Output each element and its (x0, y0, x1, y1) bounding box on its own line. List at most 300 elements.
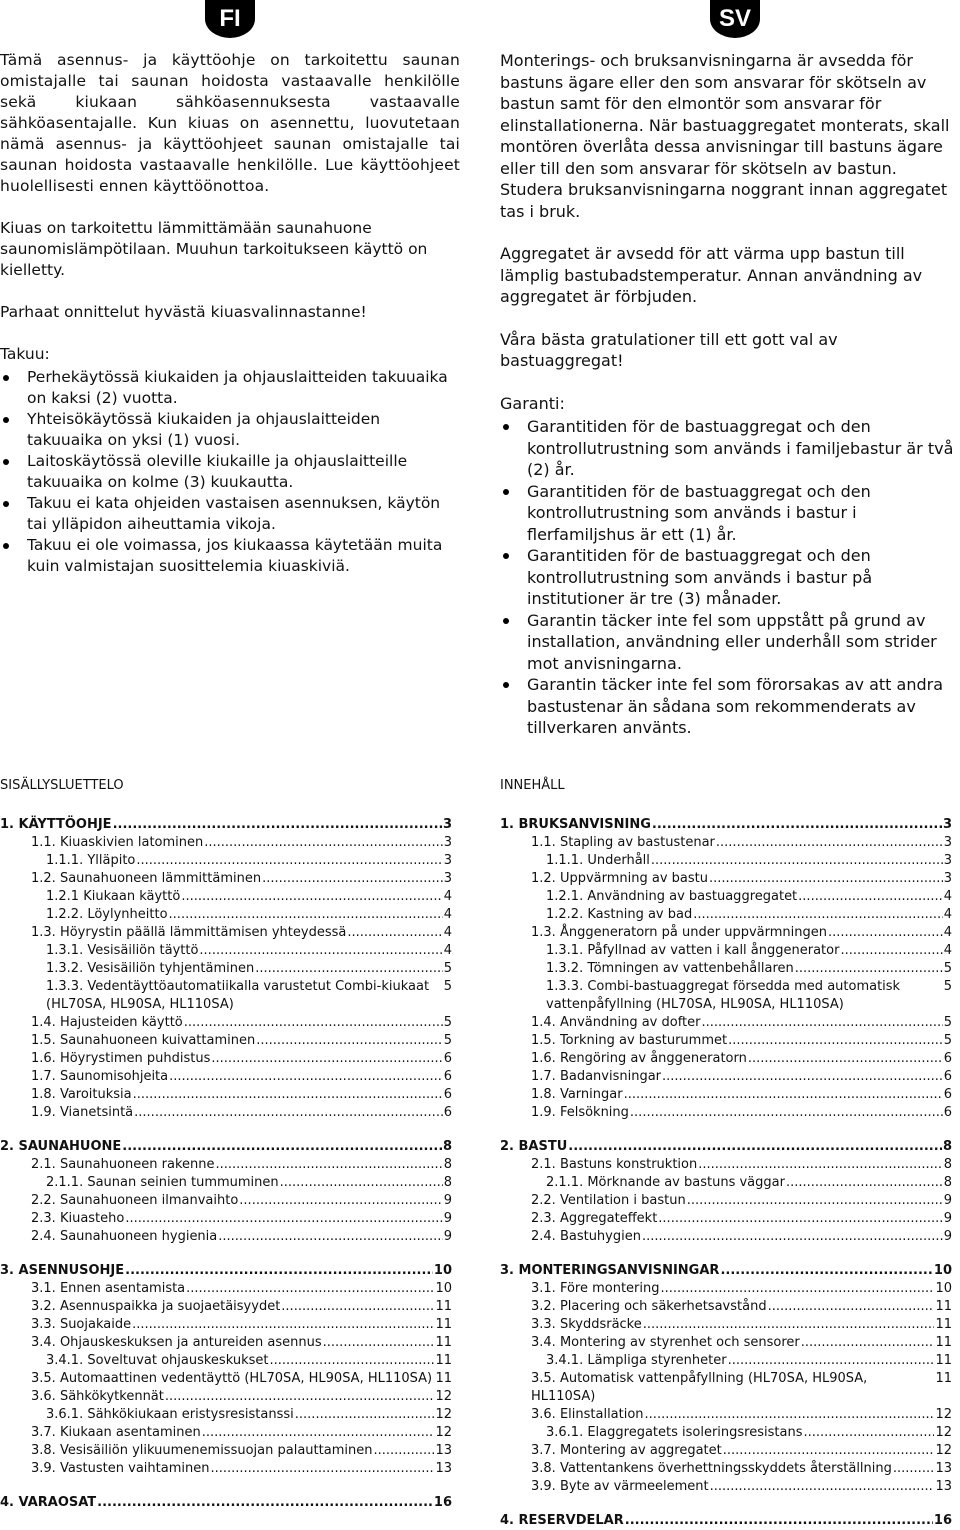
toc-page-number: 10 (935, 1281, 952, 1296)
toc-entry-title: 3.4.1. Soveltuvat ohjauskeskukset (46, 1353, 269, 1368)
toc-entry[interactable] (500, 924, 952, 942)
toc-entry[interactable] (0, 1280, 452, 1298)
toc-page-number: 6 (943, 1069, 952, 1084)
toc-page-number: 9 (443, 1211, 452, 1226)
toc-leader-dots (795, 960, 943, 978)
toc-leader-dots (255, 960, 443, 978)
toc-entry[interactable] (500, 978, 952, 1014)
toc-entry[interactable] (500, 1032, 952, 1050)
toc-entry-title: 1.3.3. Combi-bastuaggregat försedda med automatisk vattenpåfyllning (HL70SA, HL90SA, HL110SA) (546, 979, 901, 1012)
toc-leader-dots (133, 1086, 443, 1104)
toc-entry-title: 3.1. Före montering (531, 1281, 660, 1296)
toc-leader-dots (169, 906, 443, 924)
toc-leader-dots (211, 1050, 442, 1068)
language-badge-fi: FI (205, 0, 255, 38)
toc-entry-title: 3.8. Vattentankens överhettningsskyddets återställning (531, 1461, 892, 1476)
toc-entry-title: 2.2. Saunahuoneen ilmanvaihto (31, 1193, 239, 1208)
toc-entry[interactable] (0, 942, 452, 960)
guarantee-item: Garantin täcker inte fel som uppstått på grund av installation, användning eller underhåll som strider mot anvisningarna. (500, 610, 960, 675)
intro-paragraph-audience: Monterings- och bruksanvisningarna är avsedda för bastuns ägare eller den som ansvarar för skötseln av bastun samt för den elmontör som ansvarar för elinstallationerna. När bastuaggregatet monterats, skall montören överlåta dessa anvisningar till bastuns ägare eller till den som ansvarar för skötseln av bastun. Studera bruksanvisningarna noggrant innan aggregatet tas i bruk. (500, 51, 950, 221)
toc-entry[interactable] (500, 1050, 952, 1068)
toc-entry-title: 1.1.1. Underhåll (546, 853, 650, 868)
toc-leader-dots (169, 1068, 443, 1086)
toc-entry-title: 1.2.2. Kastning av bad (546, 907, 693, 922)
toc-entry[interactable] (500, 1442, 952, 1460)
toc-entry[interactable] (0, 870, 452, 888)
toc-entry[interactable] (0, 1156, 452, 1174)
toc-page-number: 10 (435, 1281, 452, 1296)
toc-entry-title: 1.6. Höyrystimen puhdistus (31, 1051, 211, 1066)
toc-entry-title: 1.2.2. Löylynheitto (46, 907, 168, 922)
toc-chapter[interactable] (0, 816, 452, 834)
toc-entry[interactable] (0, 1298, 452, 1316)
toc-entry[interactable] (500, 1174, 952, 1192)
toc-leader-dots (720, 1262, 932, 1280)
toc-page-wrapper (435, 1370, 452, 1388)
toc-leader-dots (798, 888, 943, 906)
toc-entry[interactable] (500, 1104, 952, 1122)
intro-paragraph-purpose: Kiuas on tarkoitettu lämmittämään saunahuone saunomislämpötilaan. Muuhun tarkoitukseen käyttö on kielletty. (0, 219, 428, 279)
toc-leader-dots (184, 1014, 443, 1032)
toc-entry-title: 1.6. Rengöring av ånggeneratorn (531, 1051, 747, 1066)
toc-entry-title: 3.4. Ohjauskeskuksen ja antureiden asennus (31, 1335, 322, 1350)
toc-leader-dots (210, 1460, 434, 1478)
toc-entry-title: 2. SAUNAHUONE (0, 1139, 122, 1154)
toc-entry-title: 4. VARAOSAT (0, 1495, 97, 1510)
toc-entry-title: 3.7. Kiukaan asentaminen (31, 1425, 201, 1440)
toc-entry[interactable] (0, 1334, 452, 1352)
toc-page-number: 5 (943, 961, 952, 976)
toc-leader-dots (136, 852, 442, 870)
toc-leader-dots (323, 1334, 435, 1352)
guarantee-item: Garantitiden för de bastuaggregat och den kontrollutrustning som används i bastur på institutioner är tre (3) månader. (500, 545, 960, 610)
toc-entry[interactable] (0, 1210, 452, 1228)
toc-entry-title: 1.1.1. Ylläpito (46, 853, 136, 868)
toc-leader-dots (624, 1086, 943, 1104)
toc-leader-dots (295, 1406, 435, 1424)
toc-page-number: 9 (443, 1193, 452, 1208)
toc-page-number: 6 (443, 1105, 452, 1120)
toc-leader-dots (216, 1156, 443, 1174)
toc-page-wrapper (944, 978, 952, 996)
toc-page-number: 5 (943, 979, 952, 994)
guarantee-item: Garantitiden för de bastuaggregat och den kontrollutrustning som används i familjebastur är två (2) år. (500, 416, 960, 481)
toc-entry[interactable] (0, 1424, 452, 1442)
intro-paragraph-congrats: Våra bästa gratulationer till ett gott val av bastuaggregat! (500, 329, 838, 370)
guarantee-item: Laitoskäytössä oleville kiukaille ja ohjauslaitteille takuuaika on kolme (3) kuukautta. (0, 451, 460, 493)
toc-page-number: 5 (943, 1015, 952, 1030)
toc-entry-title: 3.5. Automaattinen vedentäyttö (HL70SA, HL90SA, HL110SA) (31, 1371, 433, 1386)
guarantee-item: Garantitiden för de bastuaggregat och den kontrollutrustning som används i bastur i flerfamiljshus är ett (1) år. (500, 481, 960, 546)
toc-entry[interactable] (500, 1478, 952, 1496)
toc-entry[interactable] (0, 1104, 452, 1122)
toc-entry[interactable] (500, 1210, 952, 1228)
intro-section-sv (500, 50, 960, 739)
toc-leader-dots (645, 1406, 935, 1424)
toc-entry[interactable] (0, 1032, 452, 1050)
toc-entry-title: 2.4. Saunahuoneen hygienia (31, 1229, 218, 1244)
toc-entry-title: 4. RESERVDELAR (500, 1513, 624, 1528)
toc-entry[interactable] (500, 960, 952, 978)
toc-leader-dots (642, 1228, 943, 1246)
toc-entry-title: 1.5. Saunahuoneen kuivattaminen (31, 1033, 256, 1048)
toc-title: SISÄLLYSLUETTELO (0, 778, 124, 793)
toc-leader-dots (687, 1192, 943, 1210)
toc-entry[interactable] (500, 1068, 952, 1086)
toc-entry[interactable] (0, 1388, 452, 1406)
toc-leader-dots (693, 906, 943, 924)
toc-entry-title: 1.8. Varoituksia (31, 1087, 132, 1102)
toc-leader-dots (709, 870, 943, 888)
guarantee-item: Takuu ei kata ohjeiden vastaisen asennuksen, käytön tai ylläpidon aiheuttamia vikoja. (0, 493, 460, 535)
toc-entry[interactable] (500, 870, 952, 888)
toc-leader-dots (728, 1032, 943, 1050)
toc-entry[interactable] (500, 1014, 952, 1032)
guarantee-list (0, 367, 460, 577)
toc-page-number: 9 (943, 1193, 952, 1208)
toc-leader-dots (125, 1210, 442, 1228)
toc-page-number: 4 (943, 925, 952, 940)
toc-entry-title: 3.9. Vastusten vaihtaminen (31, 1461, 210, 1476)
toc-entry-title: 3.5. Automatisk vattenpåfyllning (HL70SA, HL90SA, HL110SA) (531, 1371, 868, 1404)
toc-page-number: 11 (435, 1299, 452, 1314)
toc-list (500, 816, 952, 1530)
intro-paragraph-purpose: Aggregatet är avsedd för att värma upp bastun till lämplig bastubadstemperatur. Annan användning av aggregatet är förbjuden. (500, 244, 923, 306)
toc-leader-dots (625, 1512, 933, 1530)
toc-leader-dots (716, 834, 943, 852)
toc-leader-dots (701, 1014, 942, 1032)
toc-page-number: 13 (435, 1443, 452, 1458)
toc-leader-dots (269, 1352, 434, 1370)
guarantee-item: Garantin täcker inte fel som förorsakas av att andra bastustenar än sådana som rekommenderats av tillverkaren använts. (500, 674, 960, 739)
toc-page-number: 11 (435, 1371, 452, 1386)
toc-entry[interactable] (500, 1280, 952, 1298)
toc-leader-dots (113, 816, 442, 834)
toc-chapter[interactable] (0, 1494, 452, 1512)
toc-entry[interactable] (0, 1442, 452, 1460)
toc-spacer (500, 1246, 952, 1262)
toc-leader-dots (281, 1298, 434, 1316)
toc-entry[interactable] (500, 1334, 952, 1352)
toc-entry[interactable] (500, 834, 952, 852)
toc-entry-title: 1.2. Uppvärmning av bastu (531, 871, 708, 886)
toc-page-number: 11 (435, 1317, 452, 1332)
toc-entry-title: 3. MONTERINGSANVISNINGAR (500, 1263, 720, 1278)
toc-leader-dots (662, 1068, 943, 1086)
toc-leader-dots (199, 942, 442, 960)
toc-entry[interactable] (500, 906, 952, 924)
toc-entry[interactable] (500, 1316, 952, 1334)
toc-entry-title: 1.7. Saunomisohjeita (31, 1069, 169, 1084)
toc-entry-title: 3.3. Suojakaide (31, 1317, 132, 1332)
toc-page-number: 10 (933, 1263, 952, 1278)
toc-entry[interactable] (0, 1406, 452, 1424)
toc-spacer (0, 1246, 452, 1262)
toc-page-number: 3 (443, 871, 452, 886)
toc-page-number: 5 (943, 1033, 952, 1048)
toc-page-number: 11 (435, 1353, 452, 1368)
toc-leader-dots (803, 1424, 934, 1442)
toc-page-number: 9 (443, 1229, 452, 1244)
toc-leader-dots (97, 1494, 433, 1512)
toc-entry[interactable] (0, 1460, 452, 1478)
toc-leader-dots (630, 1104, 943, 1122)
toc-entry[interactable] (500, 1156, 952, 1174)
toc-page-number: 5 (443, 1033, 452, 1048)
toc-entry-title: 1.9. Felsökning (531, 1105, 629, 1120)
toc-entry[interactable] (500, 1460, 952, 1478)
toc-leader-dots (122, 1138, 442, 1156)
intro-paragraph-audience: Tämä asennus- ja käyttöohje on tarkoitettu saunan omistajalle tai saunan hoidosta vastaavalle henkilölle sekä kiukaan sähköasennuksesta vastaavalle sähköasentajalle. Kun kiuas on asennettu, luovutetaan nämä asennus- ja käyttöohjeet saunan omistajalle tai saunan hoidosta vastaavalle henkilölle. Lue käyttöohjeet huolellisesti ennen käyttöönottoa. (0, 51, 460, 195)
toc-leader-dots (204, 834, 442, 852)
toc-entry-title: 3.6. Sähkökytkennät (31, 1389, 164, 1404)
toc-entry[interactable] (0, 1370, 452, 1388)
guarantee-title: Garanti: (500, 393, 565, 413)
toc-leader-dots (132, 1316, 434, 1334)
toc-page-number: 12 (935, 1425, 952, 1440)
guarantee-list (500, 416, 960, 739)
toc-leader-dots (723, 1442, 935, 1460)
toc-leader-dots (651, 852, 943, 870)
toc-entry-title: 3.4.1. Lämpliga styrenheter (546, 1353, 727, 1368)
toc-page-number: 12 (435, 1407, 452, 1422)
toc-entry-title: 1.3.3. Vedentäyttöautomatiikalla varustetut Combi-kiukaat (HL70SA, HL90SA, HL110SA) (46, 979, 430, 1012)
guarantee-title: Takuu: (0, 345, 50, 363)
toc-entry-title: 2.3. Kiuasteho (31, 1211, 125, 1226)
toc-leader-dots (893, 1460, 935, 1478)
toc-entry-title: 2.2. Ventilation i bastun (531, 1193, 686, 1208)
toc-chapter[interactable] (500, 1512, 952, 1530)
toc-page-number: 4 (443, 889, 452, 904)
toc-page-number: 12 (435, 1389, 452, 1404)
toc-entry[interactable] (500, 1298, 952, 1316)
toc-leader-dots (568, 1138, 942, 1156)
toc-leader-dots (801, 1334, 935, 1352)
toc-page-number: 16 (933, 1513, 952, 1528)
toc-entry-title: 3.3. Skyddsräcke (531, 1317, 642, 1332)
toc-spacer (500, 1496, 952, 1512)
toc-entry-title: 2.1. Bastuns konstruktion (531, 1157, 698, 1172)
toc-entry-title: 1. KÄYTTÖOHJE (0, 817, 112, 832)
toc-entry-title: 1.3.2. Tömningen av vattenbehållaren (546, 961, 794, 976)
toc-page-number: 6 (943, 1087, 952, 1102)
toc-page-number: 13 (935, 1461, 952, 1476)
toc-entry-title: 2.4. Bastuhygien (531, 1229, 641, 1244)
toc-page-number: 8 (443, 1175, 452, 1190)
toc-chapter[interactable] (500, 1262, 952, 1280)
toc-page-number: 16 (433, 1495, 452, 1510)
toc-page-number: 11 (935, 1317, 952, 1332)
toc-chapter[interactable] (0, 1262, 452, 1280)
toc-entry[interactable] (0, 1316, 452, 1334)
toc-leader-dots (643, 1316, 935, 1334)
toc-leader-dots (768, 1298, 935, 1316)
toc-entry-title: 1.3.2. Vesisäiliön tyhjentäminen (46, 961, 255, 976)
toc-entry[interactable] (0, 1174, 452, 1192)
toc-page-number: 11 (435, 1335, 452, 1350)
toc-entry[interactable] (500, 1406, 952, 1424)
toc-entry-title: 1.7. Badanvisningar (531, 1069, 662, 1084)
toc-entry-title: 3.2. Asennuspaikka ja suojaetäisyydet (31, 1299, 281, 1314)
toc-entry[interactable] (0, 1192, 452, 1210)
toc-page-number: 4 (443, 943, 452, 958)
toc-leader-dots (262, 870, 443, 888)
toc-page-number: 11 (935, 1371, 952, 1386)
toc-entry-title: 3.8. Vesisäiliön ylikuumenemissuojan palauttaminen (31, 1443, 373, 1458)
toc-page-number: 6 (943, 1105, 952, 1120)
toc-page-number: 4 (943, 943, 952, 958)
toc-page-wrapper (935, 1370, 952, 1388)
intro-paragraph-congrats: Parhaat onnittelut hyvästä kiuasvalinnastanne! (0, 303, 367, 321)
toc-entry-title: 1.1. Stapling av bastustenar (531, 835, 715, 850)
toc-entry[interactable] (500, 1228, 952, 1246)
toc-entry[interactable] (500, 942, 952, 960)
toc-entry-title: 3.7. Montering av aggregatet (531, 1443, 722, 1458)
toc-entry-title: 1.4. Hajusteiden käyttö (31, 1015, 183, 1030)
toc-chapter[interactable] (500, 1138, 952, 1156)
intro-section-fi (0, 50, 460, 577)
toc-page-number: 6 (443, 1087, 452, 1102)
toc-page-number: 12 (935, 1407, 952, 1422)
toc-page-number: 3 (442, 817, 452, 832)
toc-entry-title: 1.3. Ånggeneratorn på under uppvärmningen (531, 925, 827, 940)
toc-entry-title: 2.1.1. Mörknande av bastuns väggar (546, 1175, 785, 1190)
toc-leader-dots (347, 924, 442, 942)
toc-leader-dots (658, 1210, 942, 1228)
toc-spacer (0, 1122, 452, 1138)
toc-page-number: 4 (943, 907, 952, 922)
toc-entry[interactable] (500, 852, 952, 870)
toc-page-number: 3 (443, 835, 452, 850)
toc-page-number: 4 (443, 907, 452, 922)
toc-page-number: 4 (443, 925, 452, 940)
toc-page-number: 11 (935, 1299, 952, 1314)
toc-entry-title: 1.2. Saunahuoneen lämmittäminen (31, 871, 262, 886)
guarantee-item: Takuu ei ole voimassa, jos kiukaassa käytetään muita kuin valmistajan suosittelemia kiuaskiviä. (0, 535, 460, 577)
toc-page-number: 4 (943, 889, 952, 904)
toc-page-number: 3 (942, 817, 952, 832)
toc-page-number: 8 (942, 1139, 952, 1154)
toc-leader-dots (840, 942, 942, 960)
toc-entry-title: 3.4. Montering av styrenhet och sensorer (531, 1335, 800, 1350)
toc-entry-title: 1.3.1. Vesisäiliön täyttö (46, 943, 199, 958)
language-badge-sv: SV (710, 0, 760, 38)
toc-entry-title: 2.3. Aggregateffekt (531, 1211, 658, 1226)
toc-entry-title: 2.1. Saunahuoneen rakenne (31, 1157, 215, 1172)
toc-leader-dots (698, 1156, 942, 1174)
toc-entry[interactable] (0, 834, 452, 852)
toc-page-number: 3 (943, 871, 952, 886)
toc-leader-dots (728, 1352, 935, 1370)
guarantee-item: Perhekäytössä kiukaiden ja ohjauslaitteiden takuuaika on kaksi (2) vuotta. (0, 367, 460, 409)
toc-leader-dots (661, 1280, 935, 1298)
guarantee-item: Yhteisökäytössä kiukaiden ja ohjauslaitteiden takuuaika on yksi (1) vuosi. (0, 409, 460, 451)
toc-entry[interactable] (0, 1068, 452, 1086)
toc-page-number: 13 (435, 1461, 452, 1476)
toc-page-number: 3 (943, 853, 952, 868)
toc-chapter[interactable] (500, 816, 952, 834)
toc-entry-title: 3. ASENNUSOHJE (0, 1263, 125, 1278)
toc-title: INNEHÅLL (500, 778, 565, 793)
toc-leader-dots (239, 1192, 442, 1210)
toc-entry[interactable] (500, 1370, 952, 1406)
toc-entry[interactable] (0, 978, 452, 1014)
toc-entry-title: 1.2.1. Användning av bastuaggregatet (546, 889, 798, 904)
toc-leader-dots (134, 1104, 443, 1122)
toc-entry-title: 1.8. Varningar (531, 1087, 623, 1102)
toc-entry-title: 1.4. Användning av dofter (531, 1015, 701, 1030)
toc-page-number: 10 (433, 1263, 452, 1278)
toc-page-number: 8 (943, 1175, 952, 1190)
toc-entry[interactable] (500, 888, 952, 906)
toc-page-number: 5 (443, 1015, 452, 1030)
toc-entry-title: 3.6. Elinstallation (531, 1407, 644, 1422)
toc-leader-dots (373, 1442, 434, 1460)
toc-page-number: 5 (443, 961, 452, 976)
toc-entry[interactable] (500, 1424, 952, 1442)
toc-leader-dots (828, 924, 943, 942)
toc-page-number: 6 (443, 1051, 452, 1066)
toc-entry[interactable] (0, 1014, 452, 1032)
toc-page-number: 12 (935, 1443, 952, 1458)
toc-entry[interactable] (0, 1228, 452, 1246)
toc-page-number: 3 (943, 835, 952, 850)
toc-spacer (0, 1478, 452, 1494)
toc-spacer (500, 1122, 952, 1138)
toc-entry[interactable] (0, 960, 452, 978)
toc-leader-dots (280, 1174, 443, 1192)
toc-entry-title: 3.1. Ennen asentamista (31, 1281, 186, 1296)
toc-page-number: 9 (943, 1229, 952, 1244)
toc-entry[interactable] (0, 906, 452, 924)
toc-entry[interactable] (500, 1086, 952, 1104)
toc-leader-dots (256, 1032, 443, 1050)
toc-entry[interactable] (0, 852, 452, 870)
toc-page-number: 6 (443, 1069, 452, 1084)
toc-leader-dots (181, 888, 442, 906)
toc-page-number: 8 (442, 1139, 452, 1154)
toc-page-number: 11 (935, 1353, 952, 1368)
toc-leader-dots (202, 1424, 435, 1442)
toc-entry[interactable] (0, 1352, 452, 1370)
toc-leader-dots (652, 816, 942, 834)
toc-entry[interactable] (0, 1086, 452, 1104)
toc-entry-title: 3.9. Byte av värmeelement (531, 1479, 709, 1494)
toc-entry[interactable] (0, 924, 452, 942)
toc-leader-dots (125, 1262, 433, 1280)
toc-entry[interactable] (500, 1352, 952, 1370)
toc-entry-title: 1.2.1 Kiukaan käyttö (46, 889, 181, 904)
toc-entry-title: 1.5. Torkning av basturummet (531, 1033, 728, 1048)
toc-leader-dots (786, 1174, 943, 1192)
toc-entry-title: 3.2. Placering och säkerhetsavstånd (531, 1299, 767, 1314)
toc-leader-dots (710, 1478, 935, 1496)
toc-entry-title: 2.1.1. Saunan seinien tummuminen (46, 1175, 279, 1190)
toc-entry-title: 1. BRUKSANVISNING (500, 817, 651, 832)
toc-leader-dots (218, 1228, 442, 1246)
toc-page-number: 11 (935, 1335, 952, 1350)
toc-leader-dots (186, 1280, 434, 1298)
toc-entry-title: 1.9. Vianetsintä (31, 1105, 134, 1120)
toc-entry[interactable] (500, 1192, 952, 1210)
toc-chapter[interactable] (0, 1138, 452, 1156)
toc-entry[interactable] (0, 1050, 452, 1068)
toc-entry[interactable] (0, 888, 452, 906)
toc-entry-title: 1.3.1. Påfyllnad av vatten i kall ånggenerator (546, 943, 840, 958)
toc-entry-title: 1.1. Kiuaskivien latominen (31, 835, 204, 850)
toc-page-number: 12 (435, 1425, 452, 1440)
toc-page-number: 6 (943, 1051, 952, 1066)
